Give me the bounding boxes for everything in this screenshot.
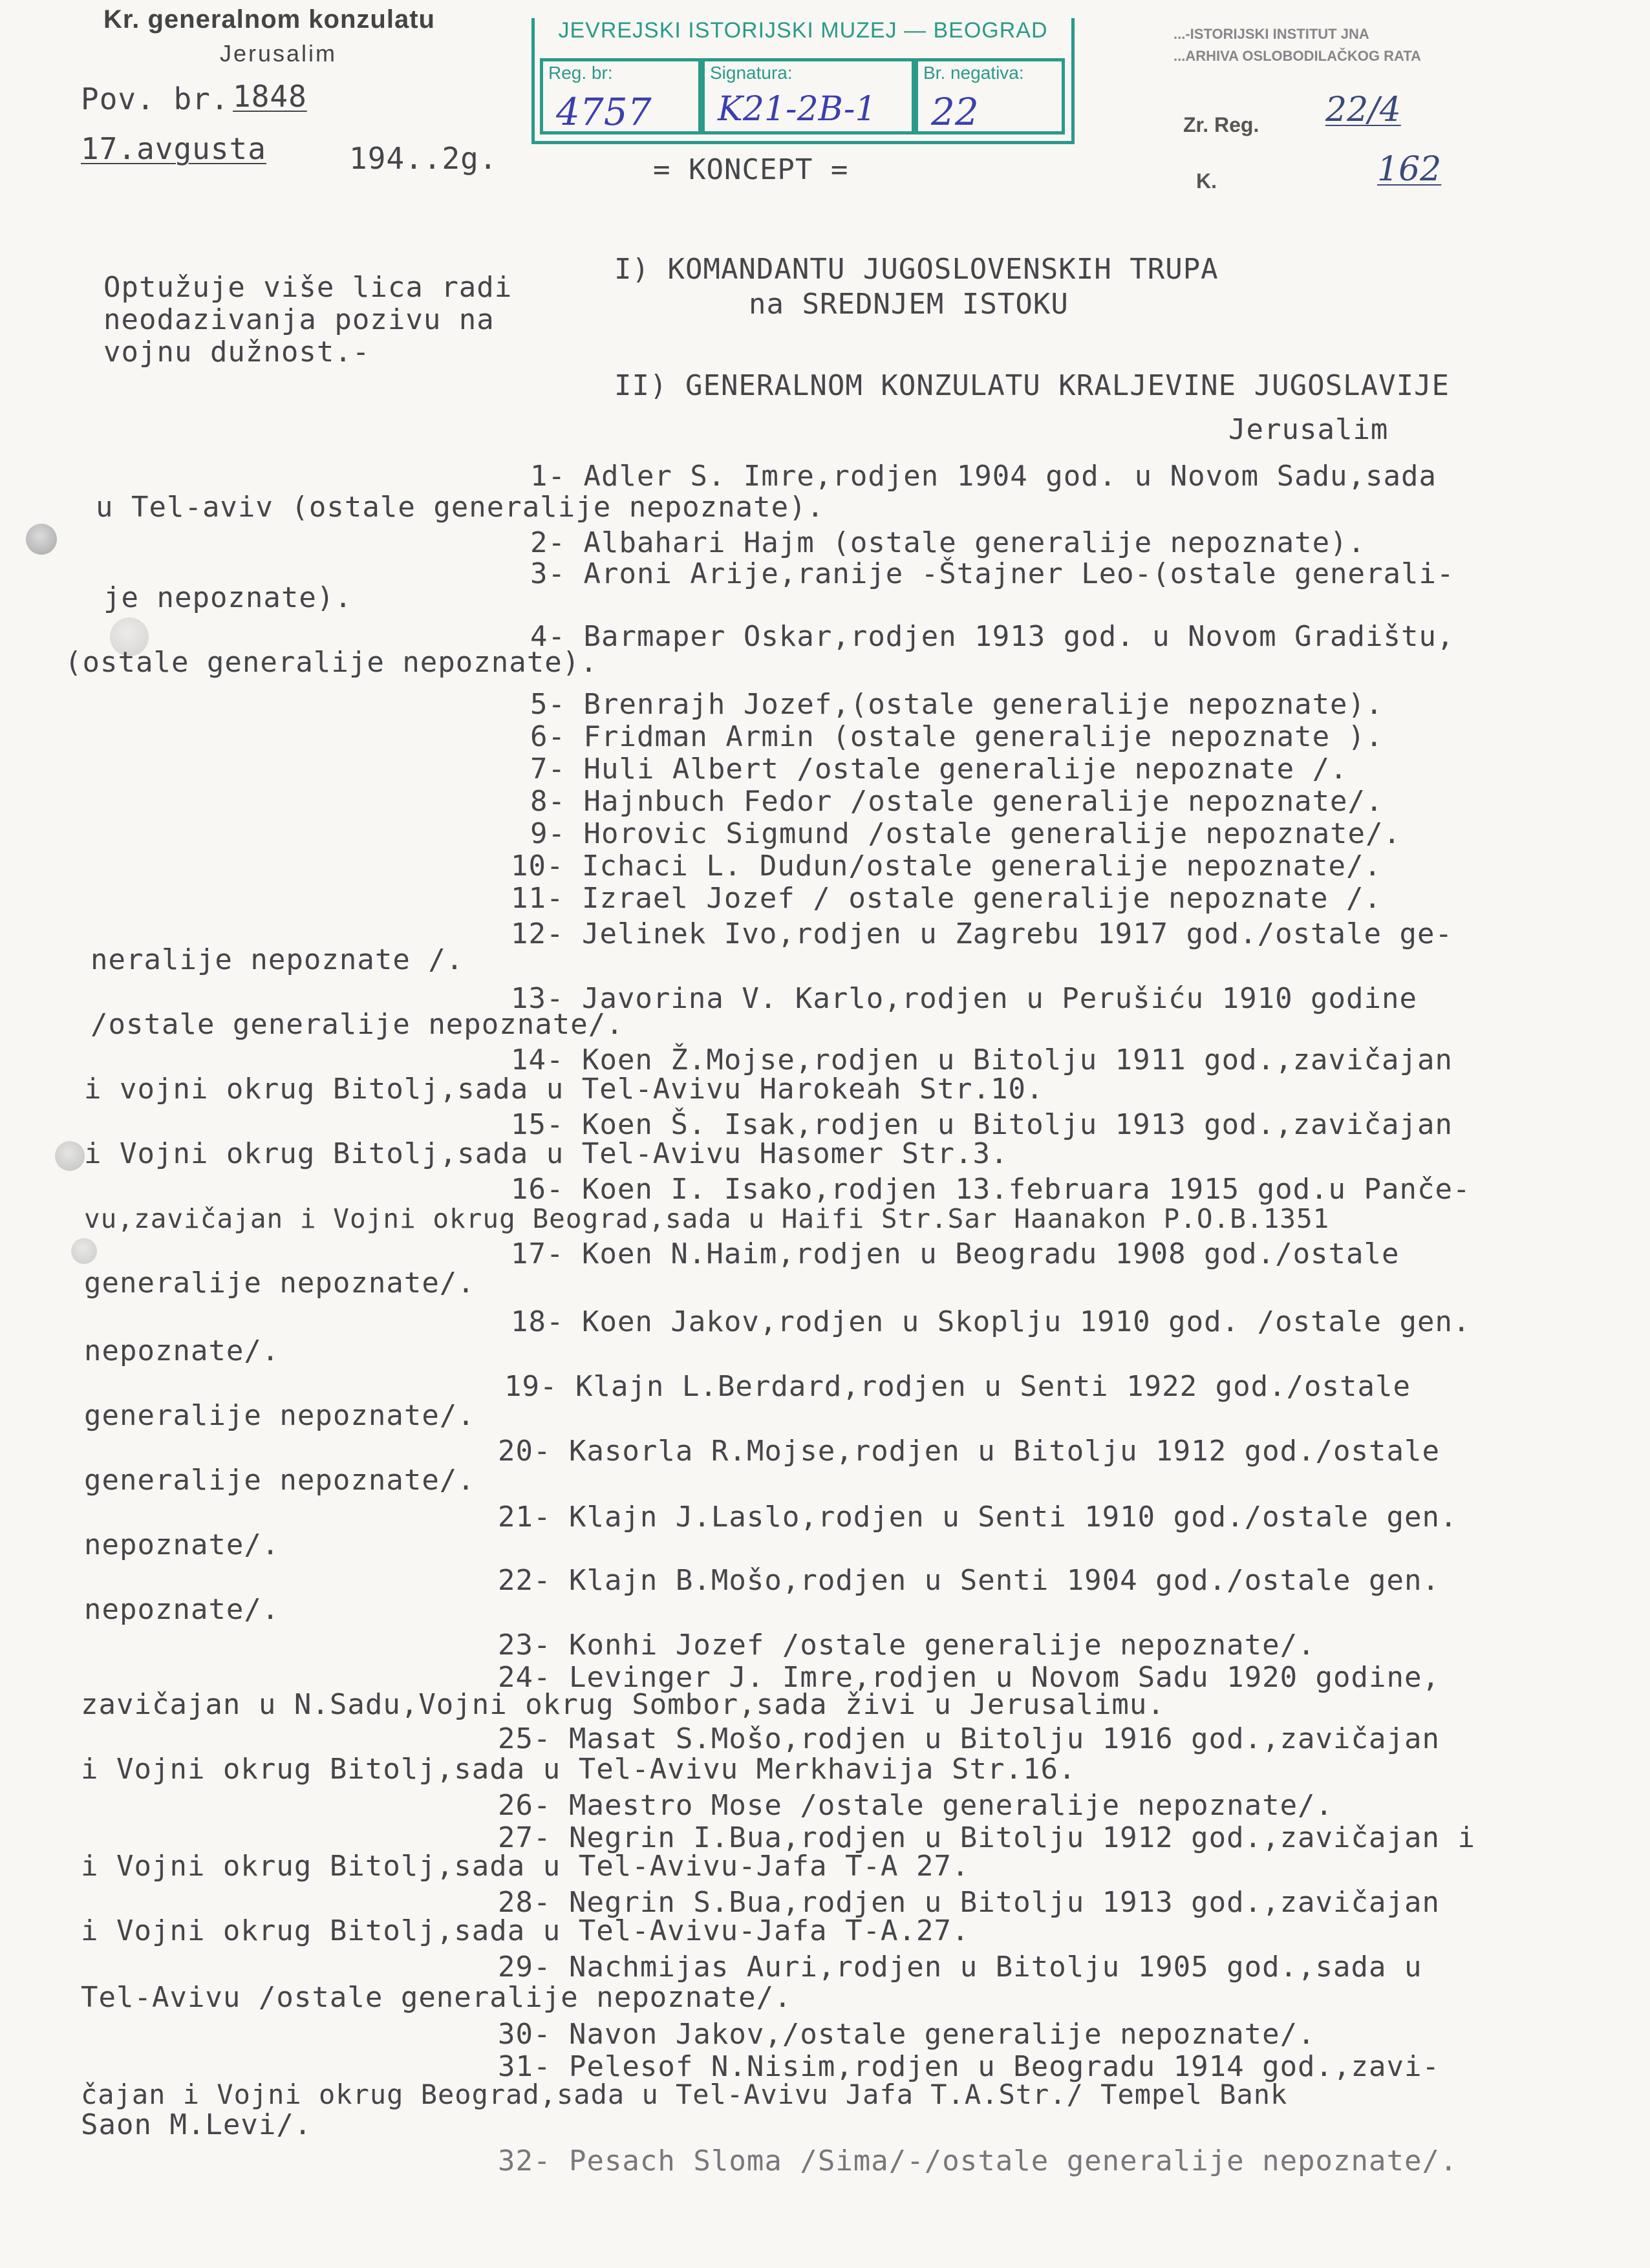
- list-line-38: 24- Levinger J. Imre,rodjen u Novom Sadu 1920 godine,: [498, 1661, 1440, 1694]
- zr-reg-value: 22/4: [1325, 91, 1401, 129]
- list-line-9: 6- Fridman Armin (ostale generalije nepoznate ).: [530, 720, 1384, 753]
- punch-hole: [71, 1238, 97, 1264]
- signatura-value: K21-2B-1: [718, 90, 877, 129]
- list-line-35: 22- Klajn B.Mošo,rodjen u Senti 1904 god./ostale gen.: [498, 1564, 1440, 1597]
- negativa-label: Br. negativa:: [923, 63, 1024, 83]
- punch-hole: [26, 524, 57, 555]
- museum-stamp: [531, 18, 1075, 144]
- k-value: 162: [1377, 150, 1442, 189]
- addressee-2-line-2: Jerusalim: [1228, 413, 1389, 446]
- list-line-26: generalije nepoznate/.: [84, 1267, 475, 1300]
- list-line-40: 25- Masat S.Mošo,rodjen u Bitolju 1916 god.,zavičajan: [498, 1722, 1440, 1755]
- list-line-4: 3- Aroni Arije,ranije -Štajner Leo-(ostale generali-: [530, 557, 1455, 590]
- subject-line-2: neodazivanja pozivu na: [103, 303, 495, 336]
- list-line-36: nepoznate/.: [84, 1593, 280, 1626]
- list-line-30: generalije nepoznate/.: [84, 1399, 475, 1432]
- list-line-42: 26- Maestro Mose /ostale generalije nepoznate/.: [498, 1789, 1334, 1822]
- negativa-value: 22: [931, 90, 979, 134]
- reg-value: 4757: [556, 90, 652, 134]
- addressee-1-line-1: I) KOMANDANTU JUGOSLOVENSKIH TRUPA: [614, 253, 1219, 286]
- archive-stamp-line-2: ...ARHIVA OSLOBODILAČKOG RATA: [1173, 48, 1421, 64]
- subject-line-3: vojnu dužnost.-: [103, 336, 370, 369]
- list-line-39: zavičajan u N.Sadu,Vojni okrug Sombor,sada živi u Jerusalimu.: [81, 1688, 1165, 1721]
- list-line-19: 14- Koen Ž.Mojse,rodjen u Bitolju 1911 god.,zavičajan: [511, 1043, 1453, 1076]
- list-line-2: u Tel-aviv (ostale generalije nepoznate).: [96, 491, 825, 524]
- list-line-34: nepoznate/.: [84, 1528, 280, 1561]
- reg-label: Reg. br:: [548, 63, 613, 83]
- list-line-15: 12- Jelinek Ivo,rodjen u Zagrebu 1917 god./ostale ge-: [511, 917, 1453, 950]
- list-line-33: 21- Klajn J.Laslo,rodjen u Senti 1910 god./ostale gen.: [498, 1501, 1458, 1534]
- reg-box: [540, 58, 702, 134]
- list-line-44: i Vojni okrug Bitolj,sada u Tel-Avivu-Jafa T-A 27.: [81, 1850, 970, 1883]
- list-line-1: 1- Adler S. Imre,rodjen 1904 god. u Novom Sadu,sada: [530, 460, 1437, 493]
- zr-reg-label: Zr. Reg.: [1183, 113, 1259, 136]
- list-line-20: i vojni okrug Bitolj,sada u Tel-Avivu Harokeah Str.10.: [84, 1073, 1044, 1106]
- koncept-heading: = KONCEPT =: [653, 153, 849, 186]
- list-line-23: 16- Koen I. Isako,rodjen 13.februara 1915 god.u Pančе-: [511, 1173, 1471, 1206]
- list-line-12: 9- Horovic Sigmund /ostale generalije nepoznate/.: [530, 817, 1402, 850]
- list-line-29: 19- Klajn L.Berdard,rodjen u Senti 1922 god./ostale: [504, 1370, 1411, 1403]
- list-line-53: 32- Pesach Sloma /Sima/-/ostale generalije nepoznate/.: [498, 2145, 1458, 2177]
- list-line-17: 13- Javorina V. Karlo,rodjen u Perušiću 1910 godine: [511, 982, 1418, 1015]
- list-line-41: i Vojni okrug Bitolj,sada u Tel-Avivu Merkhavija Str.16.: [81, 1753, 1077, 1786]
- subject-line-1: Optužuje više lica radi: [103, 271, 513, 304]
- list-line-18: /ostale generalije nepoznate/.: [91, 1008, 624, 1041]
- list-line-49: 30- Navon Jakov,/ostale generalije nepoznate/.: [498, 2018, 1316, 2051]
- museum-stamp-title: JEVREJSKI ISTORIJSKI MUZEJ — BEOGRAD: [558, 18, 1048, 43]
- list-line-10: 7- Huli Albert /ostale generalije nepoznate /.: [530, 753, 1348, 786]
- list-line-46: i Vojni okrug Bitolj,sada u Tel-Avivu-Jafa T-A.27.: [81, 1914, 970, 1947]
- list-line-16: neralije nepoznate /.: [91, 943, 464, 976]
- archive-stamp-line-1: ...-ISTORIJSKI INSTITUT JNA: [1173, 26, 1369, 42]
- pov-label: Pov. br.: [81, 81, 230, 116]
- list-line-25: 17- Koen N.Haim,rodjen u Beogradu 1908 god./ostale: [511, 1237, 1400, 1270]
- pov-number: 1848: [233, 79, 307, 114]
- list-line-52: Saon M.Levi/.: [81, 2108, 312, 2141]
- list-line-51: čajan i Vojni okrug Beograd,sada u Tel-Avivu Jafa T.A.Str./ Tempel Bank: [81, 2079, 1288, 2110]
- addressee-1-line-2: na SREDNJEM ISTOKU: [749, 288, 1069, 321]
- list-line-47: 29- Nachmijas Auri,rodjen u Bitolju 1905 god.,sada u: [498, 1951, 1422, 1984]
- list-line-8: 5- Brenrajh Jozef,(ostale generalije nepoznate).: [530, 688, 1384, 721]
- list-line-27: 18- Koen Jakov,rodjen u Skoplju 1910 god. /ostale gen.: [511, 1305, 1471, 1338]
- addressee-2-line-1: II) GENERALNOM KONZULATU KRALJEVINE JUGOSLAVIJE: [614, 369, 1450, 402]
- list-line-43: 27- Negrin I.Bua,rodjen u Bitolju 1912 god.,zavičajan i: [498, 1821, 1475, 1854]
- list-line-5: je nepoznate).: [103, 581, 352, 614]
- consulate-line-1: Kr. generalnom konzulatu: [103, 5, 435, 34]
- list-line-32: generalije nepoznate/.: [84, 1464, 475, 1497]
- signatura-label: Signatura:: [710, 63, 793, 83]
- letter-year: 194..2g.: [349, 141, 498, 176]
- list-line-21: 15- Koen Š. Isak,rodjen u Bitolju 1913 god.,zavičajan: [511, 1108, 1453, 1141]
- list-line-24: vu,zavičajan i Vojni okrug Beograd,sada u Haifi Str.Sar Haanakon P.O.B.1351: [84, 1203, 1330, 1234]
- letter-date: 17.avgusta: [81, 131, 266, 166]
- list-line-3: 2- Albahari Hajm (ostale generalije nepoznate).: [530, 526, 1366, 559]
- list-line-45: 28- Negrin S.Bua,rodjen u Bitolju 1913 god.,zavičajan: [498, 1886, 1440, 1919]
- list-line-28: nepoznate/.: [84, 1334, 280, 1367]
- list-line-11: 8- Hajnbuch Fedor /ostale generalije nepoznate/.: [530, 785, 1384, 818]
- list-line-37: 23- Konhi Jozef /ostale generalije nepoznate/.: [498, 1629, 1316, 1662]
- list-line-14: 11- Izrael Jozef / ostale generalije nepoznate /.: [511, 882, 1382, 915]
- negativa-box: [915, 58, 1065, 134]
- k-label: K.: [1196, 169, 1217, 193]
- list-line-6: 4- Barmaper Oskar,rodjen 1913 god. u Novom Gradištu,: [530, 620, 1455, 653]
- list-line-31: 20- Kasorla R.Mojse,rodjen u Bitolju 1912 god./ostale: [498, 1435, 1440, 1468]
- list-line-22: i Vojni okrug Bitolj,sada u Tel-Avivu Hasomer Str.3.: [84, 1137, 1009, 1170]
- signatura-box: [702, 58, 915, 134]
- archive-stamp: [1173, 23, 1452, 94]
- punch-hole: [55, 1141, 85, 1171]
- consulate-line-2: Jerusalim: [220, 40, 338, 67]
- list-line-13: 10- Ichaci L. Dudun/ostale generalije nepoznate/.: [511, 850, 1382, 883]
- list-line-50: 31- Pelesof N.Nisim,rodjen u Beogradu 1914 god.,zavi-: [498, 2050, 1440, 2083]
- list-line-48: Tel-Avivu /ostale generalije nepoznate/.: [81, 1981, 792, 2014]
- list-line-7: (ostale generalije nepoznate).: [65, 646, 598, 679]
